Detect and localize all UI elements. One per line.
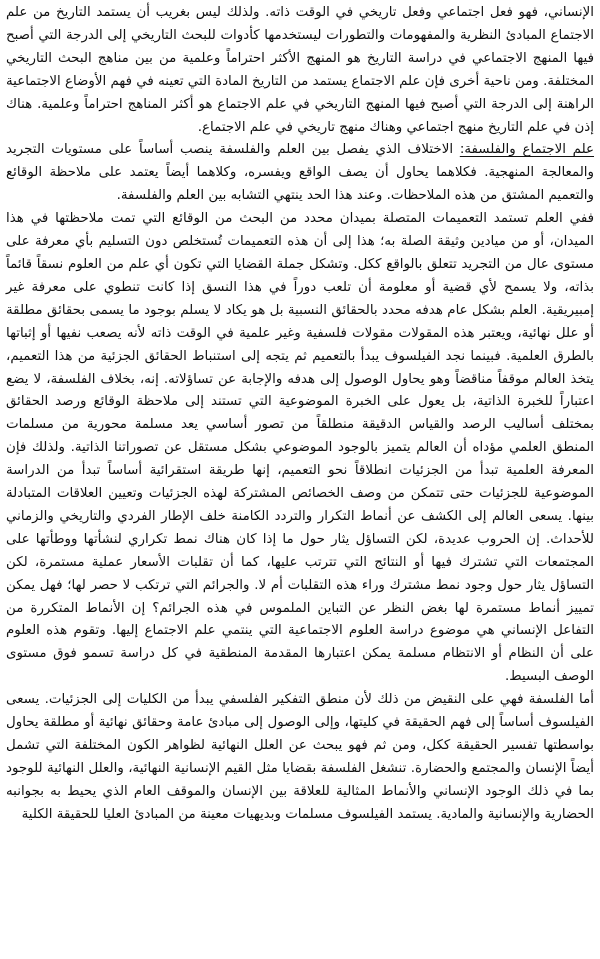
- paragraph-science-generalization: [6, 208, 594, 689]
- paragraph-text: ففي العلم تستمد التعميمات المتصلة بميدان محدد من البحث من الوقائع التي تمت ملاحظتها في هذا الميدان، أو من ميادين وثيقة الصلة به؛ هذا إلى أن هذه التعميمات تُستخلص دون التسليم بأي معرفة على مستوى عال من التجريد تتعلق بالواقع ككل. وتشكل جملة القضايا التي تكون أي علم من العلوم نسقاً قائماً بذاته، ولا يسمح لأي قضية أو معلومة أن تلعب دوراً في هذا النسق إذا كانت تنطوي على معرفة غير إمبيريقية. العلم بشكل عام هدفه محدد بالحقائق النسبية بل هو يكاد لا يسلم بوجود ما يسمى بحقائق مطلقة أو علل نهائية، ويعتبر هذه المقولات مقولات فلسفية وغير علمية في الوقت ذاته لأنه يصعب نفيها أو إثباتها بالطرق العلمية. فبينما نجد الفيلسوف يبدأ بالتعميم ثم يتجه إلى استنباط الحقائق الجزئية من هذا التعميم، يتخذ العالم موقفاً مناقضاً وهو يحاول الوصول إلى هدفه والإجابة عن تساؤلاته. إنه، بخلاف الفلسفة، لا يضع اعتباراً للخبرة الذاتية، بل يعول على الخبرة الموضوعية التي تستند إلى ملاحظة الوقائع ورصد الحقائق بمختلف أساليب الرصد والقياس الدقيقة منطلقاً من تصور أساسي يعد مسلمة محورية من مسلمات المنطق العلمي مؤداه أن العالم يتميز بالوجود الموضوعي بشكل مستقل عن تصوراتنا الذاتية. ولذلك فإن المعرفة العلمية تبدأ من الجزئيات انطلاقاً نحو التعميم، إنها طريقة استقرائية أساساً تبدأ من الدراسة الموضوعية للجزئيات حتى تتمكن من وصف الخصائص المشتركة لهذه الجزئيات وتعيين العلاقات المتبادلة بينها. يسعى العالم إلى الكشف عن أنماط التكرار والتردد الكامنة خلف الإطار الفردي والتاريخي والزماني للأحداث. إن الحروب عديدة، لكن التساؤل يثار حول ما إذا كان هناك نمط تكراري لنشأتها ووطأتها على المجتمعات التي تشترك فيها أو النتائج التي تترتب عليها، كما أن تقلبات الأسعار عملية مستمرة، لكن التساؤل يثار حول وجود نمط مشترك وراء هذه التقلبات أم لا. والجرائم التي ترتكب لا حصر لها؛ فهل يمكن تمييز أنماط مستمرة لها بغض النظر عن التباين الملموس في هذه الجرائم؟ إن الأنماط المتكررة من التفاعل الإنساني هي موضوع دراسة العلوم الاجتماعية التي ينتمي علم الاجتماع إليها. وتقوم هذه العلوم على أن النظام أو الانتظام مسلمة يمكن اعتبارها المقدمة المنطقية في كل دراسة تسمو فوق مستوى الوصف البسيط.: [6, 211, 594, 685]
- paragraph-philosophy-universals: [6, 689, 594, 826]
- paragraph-sociology-philosophy: [6, 139, 594, 208]
- paragraph-text: الاختلاف الذي يفصل بين العلم والفلسفة ينصب أساساً على مستويات التجريد والمعالجة المنهجية. فكلاهما يحاول أن يصف الواقع ويفسره، وكلاهما أيضاً يعتمد على ملاحظة الوقائع والتعميم المشتق من هذه الملاحظات. وعند هذا الحد ينتهي التشابه بين العلم والفلسفة.: [6, 142, 594, 204]
- paragraph-history-sociology: [6, 2, 594, 139]
- section-heading: علم الاجتماع والفلسفة:: [459, 142, 595, 158]
- paragraph-text: الإنساني، فهو فعل اجتماعي وفعل تاريخي في الوقت ذاته. ولذلك ليس بغريب أن يستمد التاريخ من علم الاجتماع المبادئ النظرية والمفهومات والتطورات ليستخدمها كأدوات للبحث التاريخي إلى الدرجة التي أصبح فيها المنهج الاجتماعي في دراسة التاريخ هو المنهج الأكثر احتراماً وعلمية من بين مناهج البحث التاريخي المختلفة. ومن ناحية أخرى فإن علم الاجتماع يستمد من التاريخ المادة التي تعينه في فهم الأوضاع الاجتماعية الراهنة إلى الدرجة التي أصبح فيها المنهج التاريخي في علم الاجتماع هو أكثر المناهج احتراماً وعلمية. هناك إذن في علم التاريخ منهج اجتماعي وهناك منهج تاريخي في علم الاجتماع.: [6, 5, 594, 135]
- paragraph-text: أما الفلسفة فهي على النقيض من ذلك لأن منطق التفكير الفلسفي يبدأ من الكليات إلى الجزئيات. يسعى الفيلسوف أساساً إلى فهم الحقيقة في كليتها، وإلى الوصول إلى مبادئ عامة وحقائق نهائية أو مطلقة يحاول بواسطتها تفسير الحقيقة ككل، ومن ثم فهو يبحث عن العلل النهائية لظواهر الكون المختلفة التي تشمل أيضاً الإنسان والمجتمع والحضارة. تنشغل الفلسفة بقضايا مثل القيم الإنسانية النهائية، والعلل النهائية للوجود بما في ذلك الوجود الإنساني والأنماط المثالية للعلاقة بين الإنسان والموقف العام الذي يحيط به بجوانبه الحضارية والإنسانية والمادية. يستمد الفيلسوف مسلمات وبديهيات معينة من المبادئ العليا للحقيقة الكلية: [6, 692, 594, 822]
